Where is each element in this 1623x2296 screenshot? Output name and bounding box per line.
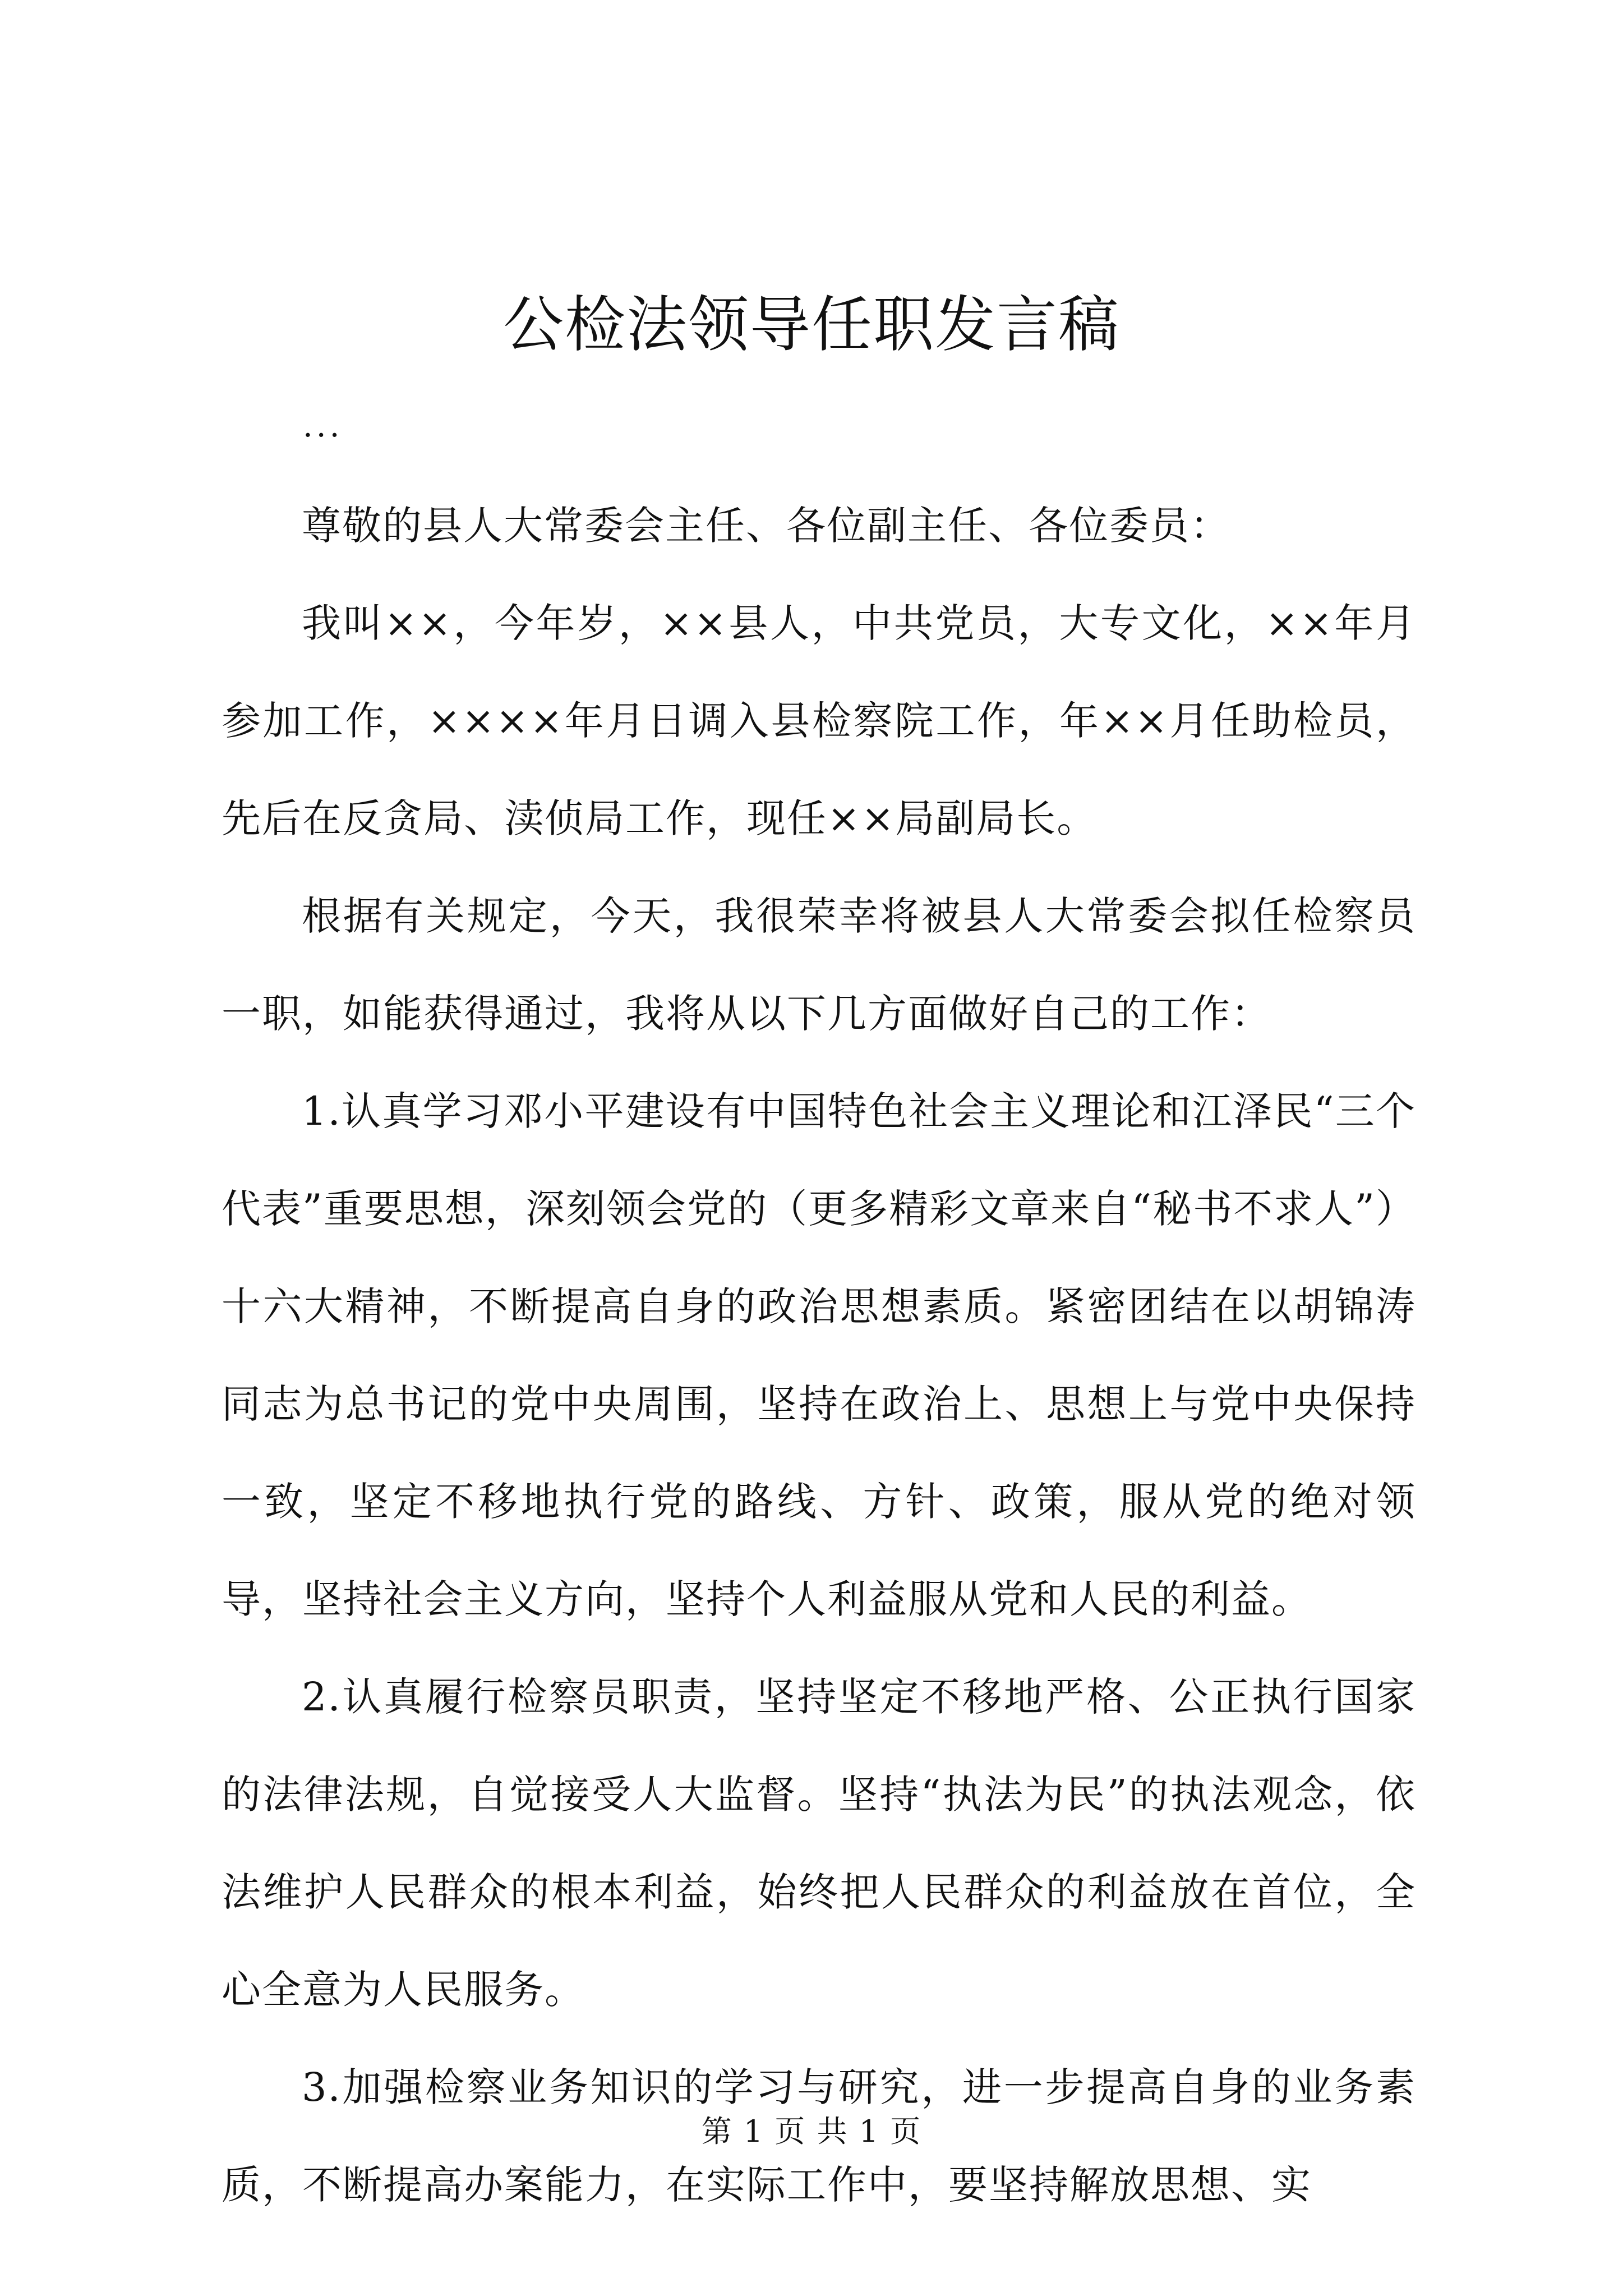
self-introduction-paragraph: 我叫××，今年岁，××县人，中共党员，大专文化，××年月参加工作，××××年月日调入县检察院工作，年××月任助检员，先后在反贪局、渎侦局工作，现任××局副局长。 <box>222 600 1416 841</box>
page-footer: 第 1 页 共 1 页 <box>701 2114 922 2149</box>
document-title: 公检法领导任职发言稿 <box>502 290 1120 360</box>
ellipsis-marker: ... <box>303 408 343 444</box>
point-1-paragraph: 1.认真学习邓小平建设有中国特色社会主义理论和江泽民“三个代表”重要思想，深刻领会党的（更多精彩文章来自“秘书不求人”）十六大精神，不断提高自身的政治思想素质。紧密团结在以胡锦涛同志为总书记的党中央周围，坚持在政治上、思想上与党中央保持一致，坚定不移地执行党的路线、方针、政策，服从党的绝对领导，坚持社会主义方向，坚持个人利益服从党和人民的利益。 <box>222 1088 1416 1622</box>
point-3-paragraph: 3.加强检察业务知识的学习与研究，进一步提高自身的业务素质，不断提高办案能力，在实际工作中，要坚持解放思想、实 <box>222 2064 1416 2208</box>
intro-commitment-paragraph: 根据有关规定，今天，我很荣幸将被县人大常委会拟任检察员一职，如能获得通过，我将从以下几方面做好自己的工作： <box>222 893 1416 1037</box>
salutation-paragraph: 尊敬的县人大常委会主任、各位副主任、各位委员： <box>302 503 1230 549</box>
document-body <box>222 477 1416 2234</box>
point-2-paragraph: 2.认真履行检察员职责，坚持坚定不移地严格、公正执行国家的法律法规，自觉接受人大监督。坚持“执法为民”的执法观念，依法维护人民群众的根本利益，始终把人民群众的利益放在首位，全心全意为人民服务。 <box>222 1674 1416 2013</box>
